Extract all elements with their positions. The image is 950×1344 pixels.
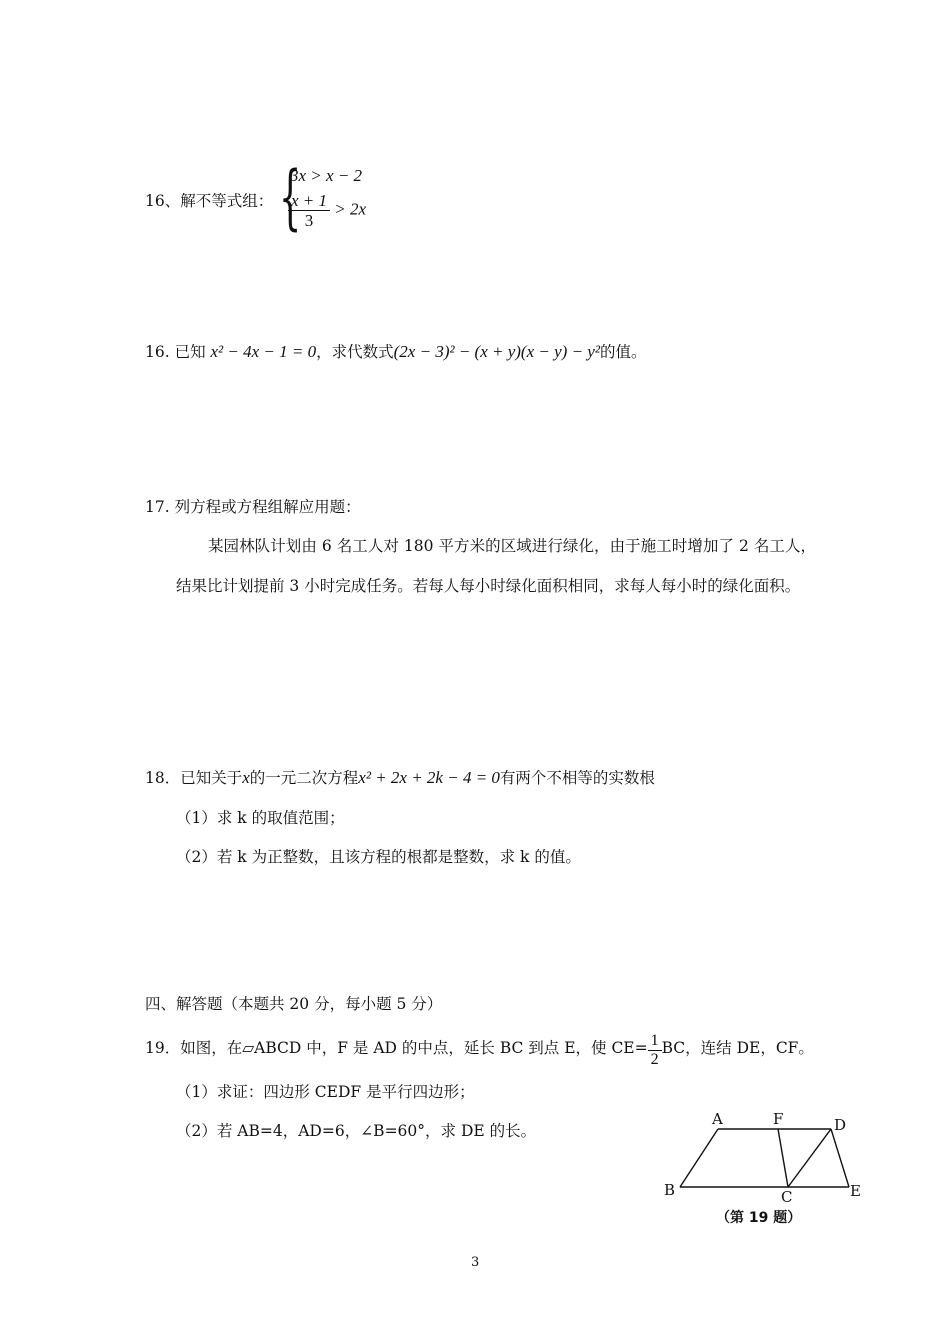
q17-body: 某园林队计划由 6 名工人对 180 平方米的区域进行绿化，由于施工时增加了 2 名工人，结果比计划提前 3 小时完成任务。若每人每小时绿化面积相同，求每人每小时的绿化面积。 — [176, 537, 816, 595]
q16a-frac-den: 3 — [304, 211, 314, 230]
q16a-inequality-1: 3x > x − 2 — [290, 166, 363, 185]
q19-figure — [656, 1106, 866, 1231]
q16a-line2-rest: > 2x — [330, 199, 367, 219]
figure-label-E: E — [850, 1182, 861, 1200]
q16a-label: 16、解不等式组： — [145, 192, 274, 210]
figure-caption: （第 19 题） — [716, 1210, 802, 1226]
figure-label-F: F — [773, 1110, 784, 1128]
q16b-line — [145, 343, 646, 361]
q19-frac-den: 2 — [650, 1051, 659, 1068]
figure-label-A: A — [712, 1110, 723, 1128]
q19-frac-num: 1 — [648, 1033, 662, 1051]
q19-line — [145, 1033, 814, 1068]
segment-DC — [788, 1129, 831, 1187]
q16a-frac-num: x + 1 — [288, 192, 330, 211]
segment-AB — [680, 1129, 718, 1187]
segment-DE — [831, 1129, 849, 1187]
section4-heading: 四、解答题（本题共 20 分，每小题 5 分） — [145, 995, 443, 1013]
q18-prefix: 18．已知关于 — [145, 769, 243, 787]
q19-sub2: （2）若 AB=4，AD=6，∠B=60°，求 DE 的长。 — [176, 1122, 537, 1140]
q16b-suffix: 的值。 — [599, 343, 647, 361]
q18-suffix: 有两个不相等的实数根 — [499, 769, 655, 787]
q16b-mid: ，求代数式 — [316, 343, 394, 361]
q16b-prefix: 16. 已知 — [145, 343, 211, 361]
figure-label-D: D — [834, 1116, 847, 1134]
q19-frac — [648, 1033, 662, 1068]
q16b-expression: (2x − 3)² − (x + y)(x − y) − y² — [393, 342, 600, 361]
q16b-equation: x² − 4x − 1 = 0 — [210, 342, 317, 361]
q18-mid: 的一元二次方程 — [249, 769, 359, 787]
q18-sub1: （1）求 k 的取值范围； — [176, 809, 345, 827]
q19-suffix: BC，连结 DE，CF。 — [661, 1039, 814, 1057]
q18-equation: x² + 2x + 2k − 4 = 0 — [358, 768, 500, 787]
system-brace: { — [279, 156, 302, 238]
q19-prefix: 19．如图，在▱ABCD 中，F 是 AD 的中点，延长 BC 到点 E，使 CE= — [145, 1039, 648, 1057]
figure-label-C: C — [781, 1188, 793, 1206]
page-number: 3 — [471, 1255, 480, 1270]
segment-FC — [778, 1129, 788, 1187]
q18-line — [145, 769, 655, 787]
q19-sub1: （1）求证：四边形 CEDF 是平行四边形； — [176, 1083, 475, 1101]
q18-var: x — [242, 768, 250, 787]
q17-title: 17. 列方程或方程组解应用题： — [145, 498, 361, 516]
q18-sub2: （2）若 k 为正整数，且该方程的根都是整数，求 k 的值。 — [176, 848, 581, 866]
q16a-inequality-2 — [288, 192, 366, 229]
figure-label-B: B — [664, 1181, 676, 1199]
